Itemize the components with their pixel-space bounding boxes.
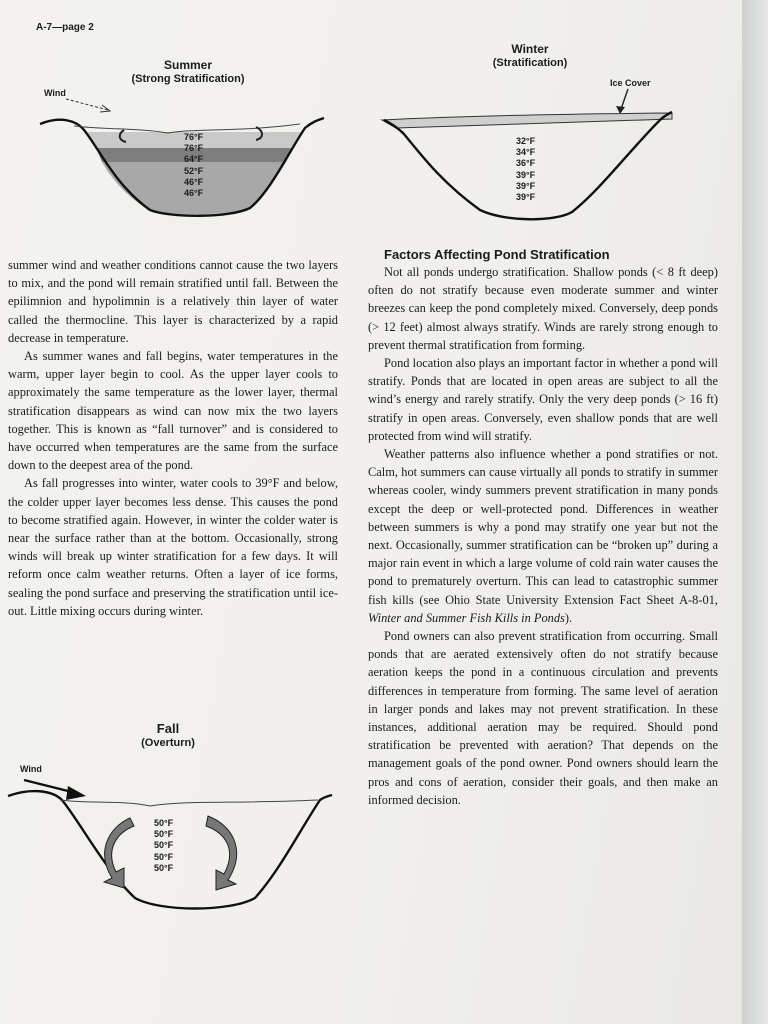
summer-temp: 46°F xyxy=(184,188,204,199)
summer-temp: 76°F xyxy=(184,132,204,142)
right-paragraph-3 xyxy=(368,445,718,627)
winter-temp: 34°F xyxy=(516,147,536,158)
page-label: A-7—page 2 xyxy=(36,22,94,33)
fall-mixing-left-arrow-icon xyxy=(104,818,134,888)
winter-temp: 32°F xyxy=(516,136,536,146)
summer-temp: 46°F xyxy=(184,176,204,187)
winter-temp: 39°F xyxy=(516,169,536,180)
right-paragraph-1: Not all ponds undergo stratification. Shallow ponds (< 8 ft deep) often do not stratify because even moderate summer and winter breezes can keep the pond completely mixed. Conversely, deep ponds (> 12 feet) almost always stratify. Winds are rarely strong enough to prevent thermal stratification from forming. xyxy=(368,265,718,352)
fall-water-surface xyxy=(60,800,318,806)
winter-temp: 39°F xyxy=(516,180,536,191)
right-paragraph-3-end: ). xyxy=(564,610,573,625)
fall-temp: 50°F xyxy=(154,840,174,851)
winter-temp: 36°F xyxy=(516,158,536,169)
fall-mixing-right-arrow-icon xyxy=(206,816,237,890)
winter-title: Winter xyxy=(511,42,549,56)
fall-temp: 50°F xyxy=(154,829,174,840)
right-paragraph-3-text: Weather patterns also influence whether a pond stratifies or not. Calm, hot summers can cause virtually all ponds to stratify in summer whereas cooler, windy summers prevent stratification in many ponds except the deep or well-protected pond. Differences in weather between summers is why a pond may stratify one year but not the next. Occasionally, summer stratification can be “broken up” during a major rain event in which a large volume of cold rain water causes the pond to prematurely overturn. This can lead to catastrophic summer fish kills (see Ohio State University Extension Fact Sheet A-8-01, xyxy=(368,447,718,607)
page-edge xyxy=(742,0,768,1024)
summer-wind-label: Wind xyxy=(44,88,66,98)
summer-temp: 52°F xyxy=(184,165,204,176)
winter-temp: 39°F xyxy=(516,192,536,203)
fall-title: Fall xyxy=(156,721,180,736)
winter-ice-cover-label: Ice Cover xyxy=(610,78,651,88)
left-paragraph-1: summer wind and weather conditions cannot cause the two layers to mix, and the pond will remain stratified until fall. Between the epilimnion and hypolimnin is a relatively thin layer of water called the thermocline. This layer is characterized by a rapid decrease in temperature. xyxy=(8,258,338,345)
summer-title: Summer xyxy=(163,58,213,72)
section-heading: Factors Affecting Pond Stratification xyxy=(384,247,610,262)
summer-temp: 64°F xyxy=(184,154,204,165)
right-paragraph-4: Pond owners can also prevent stratification from occurring. Small ponds that are aerated extensively often do not stratify because aeration keeps the pond in a continuous circulation and prevents differences in temperature from forming. The same level of aeration in larger ponds and lakes may not prevent stratification. In these instances, additional aeration may be required. Should pond stratification be prevented with aeration? That depends on the management goals of the pond owner. Pond owners should learn the pros and cons of aeration, consider their goals, and then make an informed decision. xyxy=(368,629,718,807)
left-paragraph-2: As summer wanes and fall begins, water temperatures in the warm, upper layer begin to cool. As the upper layer cools to approximately the same temperature as the lower layer, thermal stratification disappears as wind can now mix the two layers together. This is known as “fall turnover” and is considered to have occurred when temperatures are the same from the surface down to the deepest area of the pond. xyxy=(8,349,338,473)
summer-subtitle: (Strong Stratification) xyxy=(131,73,245,85)
fall-temp: 50°F xyxy=(154,862,174,873)
summer-temp: 76°F xyxy=(184,143,204,154)
winter-subtitle: (Stratification) xyxy=(492,57,568,69)
right-paragraph-2: Pond location also plays an important factor in whether a pond will stratify. Ponds that are located in open areas are subject to all the wind’s energy and rarely stratify. Only the very deep ponds (> 16 ft) stratify in open areas. Conversely, even shallow ponds that are well protected from wind will stratify. xyxy=(368,356,718,443)
fall-temperature-list xyxy=(154,818,173,874)
fact-sheet-title: Winter and Summer Fish Kills in Ponds xyxy=(368,610,565,625)
right-text-column xyxy=(368,246,718,809)
fall-subtitle: (Overturn) xyxy=(141,737,195,749)
fall-wind-label: Wind xyxy=(20,764,42,774)
fall-temp: 50°F xyxy=(154,818,174,828)
fall-wind-arrowhead-icon xyxy=(66,786,86,800)
left-paragraph-3: As fall progresses into winter, water cools to 39°F and below, the colder upper layer becomes less dense. This causes the pond to become stratified again. However, in winter the colder water is near the surface rather than at the bottom. Occasionally, strong winds will break up winter stratification for a few days. It will reform once calm weather returns. Often a layer of ice forms, sealing the pond surface and preserving the stratification until ice-out. Little mixing occurs during winter. xyxy=(8,476,338,618)
fall-temp: 50°F xyxy=(154,851,174,862)
